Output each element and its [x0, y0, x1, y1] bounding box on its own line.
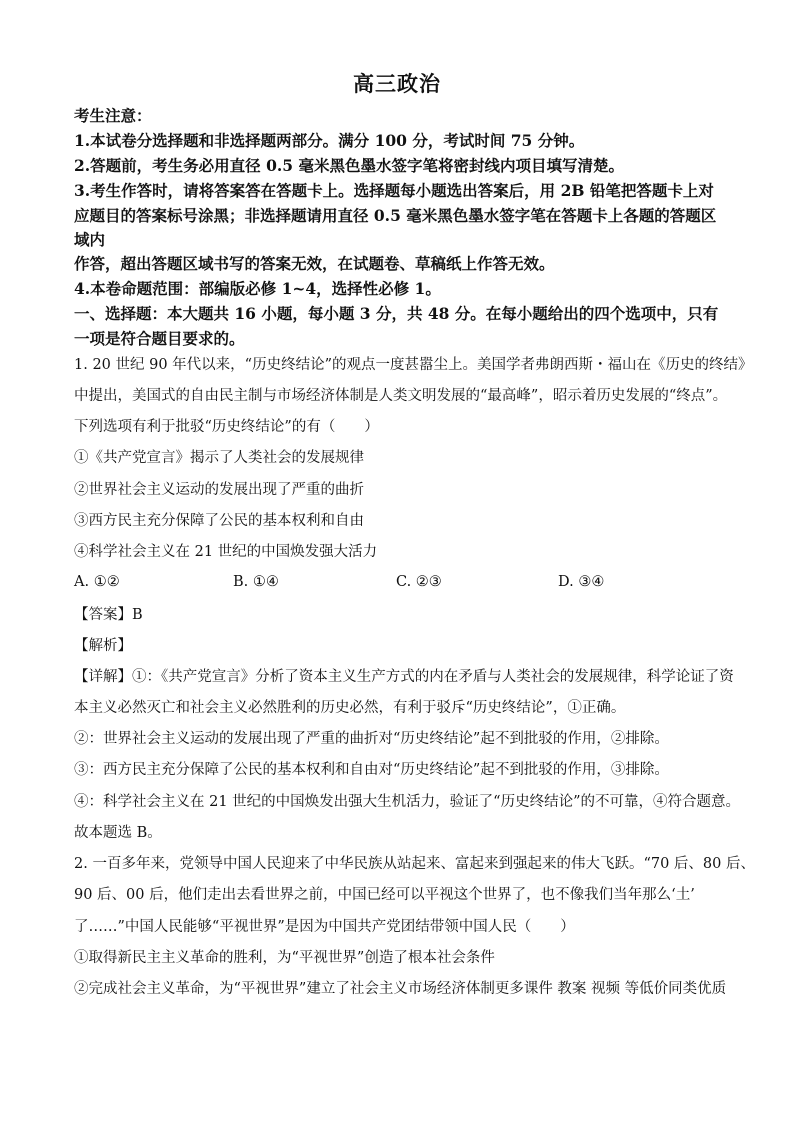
q1-detail-line-3: ②：世界社会主义运动的发展出现了严重的曲折对“历史终结论”起不到批驳的作用，②排除。: [74, 731, 669, 747]
q1-detail-line-5: ④：科学社会主义在 21 世纪的中国焕发出强大生机活力，验证了“历史终结论”的不可靠，④符合题意。: [74, 794, 740, 810]
q1-detail-line-2: 本主义必然灭亡和社会主义必然胜利的历史必然，有利于驳斥“历史终结论”，①正确。: [74, 700, 626, 716]
q2-stem-line-3: 了……”中国人民能够“平视世界”是因为中国共产党团结带领中国人民（ ）: [74, 919, 575, 935]
q1-stem-line-1: 1. 20 世纪 90 年代以来，“历史终结论”的观点一度甚嚣尘上。美国学者弗朗西斯・福山在《历史的终结》: [74, 357, 753, 373]
q1-statement-3: ③西方民主充分保障了公民的基本权利和自由: [74, 513, 364, 529]
q1-stem-line-2: 中提出，美国式的自由民主制与市场经济体制是人类文明发展的“最高峰”，昭示着历史发展的“终点”。: [74, 388, 728, 404]
page-title: 高三政治: [353, 71, 441, 96]
q1-statement-2: ②世界社会主义运动的发展出现了严重的曲折: [74, 482, 364, 498]
q2-statement-2: ②完成社会主义革命，为“平视世界”建立了社会主义市场经济体制更多课件 教案 视频 等低价同类优质: [74, 981, 727, 997]
notice-line-7: 4.本卷命题范围：部编版必修 1~4，选择性必修 1。: [74, 279, 441, 298]
answer-value: B: [132, 607, 143, 623]
notice-line-4: 应题目的答案标号涂黑；非选择题请用直径 0.5 毫米黑色墨水签字笔在答题卡上各题的答题区: [74, 206, 717, 225]
detail-text-1: ①：《共产党宣言》分析了资本主义生产方式的内在矛盾与人类社会的发展规律，科学论证了资: [132, 669, 734, 685]
notice-line-5: 域内: [74, 230, 106, 249]
q2-stem-line-1: 2. 一百多年来，党领导中国人民迎来了中华民族从站起来、富起来到强起来的伟大飞跃。“70 后、80 后、: [74, 856, 755, 872]
notice-heading: 考生注意：: [74, 106, 152, 125]
q1-answer: 【答案】B: [74, 607, 143, 623]
q1-option-a: A. ①②: [74, 574, 120, 590]
q2-statement-1: ①取得新民主主义革命的胜利，为“平视世界”创造了根本社会条件: [74, 950, 495, 966]
q1-statement-4: ④科学社会主义在 21 世纪的中国焕发强大活力: [74, 544, 378, 560]
section-heading-line-2: 一项是符合题目要求的。: [74, 329, 245, 348]
section-heading-line-1: 一、选择题：本大题共 16 小题，每小题 3 分，共 48 分。在每小题给出的四个选项中，只有: [74, 304, 719, 323]
notice-line-2: 2.答题前，考生务必用直径 0.5 毫米黑色墨水签字笔将密封线内项目填写清楚。: [74, 156, 624, 175]
q1-analysis-heading: 【解析】: [74, 638, 132, 654]
q1-detail-line-6: 故本题选 B。: [74, 825, 162, 841]
q1-option-b: B. ①④: [233, 574, 279, 590]
analysis-label: 解析: [88, 638, 118, 654]
notice-line-3: 3.考生作答时，请将答案答在答题卡上。选择题每小题选出答案后，用 2B 铅笔把答题卡上对: [74, 181, 714, 200]
q1-statement-1: ①《共产党宣言》揭示了人类社会的发展规律: [74, 450, 364, 466]
q1-option-c: C. ②③: [396, 574, 442, 590]
detail-label: 详解: [88, 669, 118, 685]
notice-line-1: 1.本试卷分选择题和非选择题两部分。满分 100 分，考试时间 75 分钟。: [74, 131, 585, 150]
notice-line-6: 作答，超出答题区域书写的答案无效，在试题卷、草稿纸上作答无效。: [74, 254, 555, 273]
q1-detail-line-1: 【详解】①：《共产党宣言》分析了资本主义生产方式的内在矛盾与人类社会的发展规律，科学论证了资: [74, 669, 734, 685]
q2-stem-line-2: 90 后、00 后，他们走出去看世界之前，中国已经可以平视这个世界了，也不像我们当年那么‘土’: [74, 887, 695, 903]
q1-detail-line-4: ③：西方民主充分保障了公民的基本权利和自由对“历史终结论”起不到批驳的作用，③排除。: [74, 762, 669, 778]
q1-stem-line-3: 下列选项有利于批驳“历史终结论”的有（ ）: [74, 419, 379, 435]
answer-label: 答案: [88, 607, 118, 623]
q1-option-d: D. ③④: [558, 574, 605, 590]
